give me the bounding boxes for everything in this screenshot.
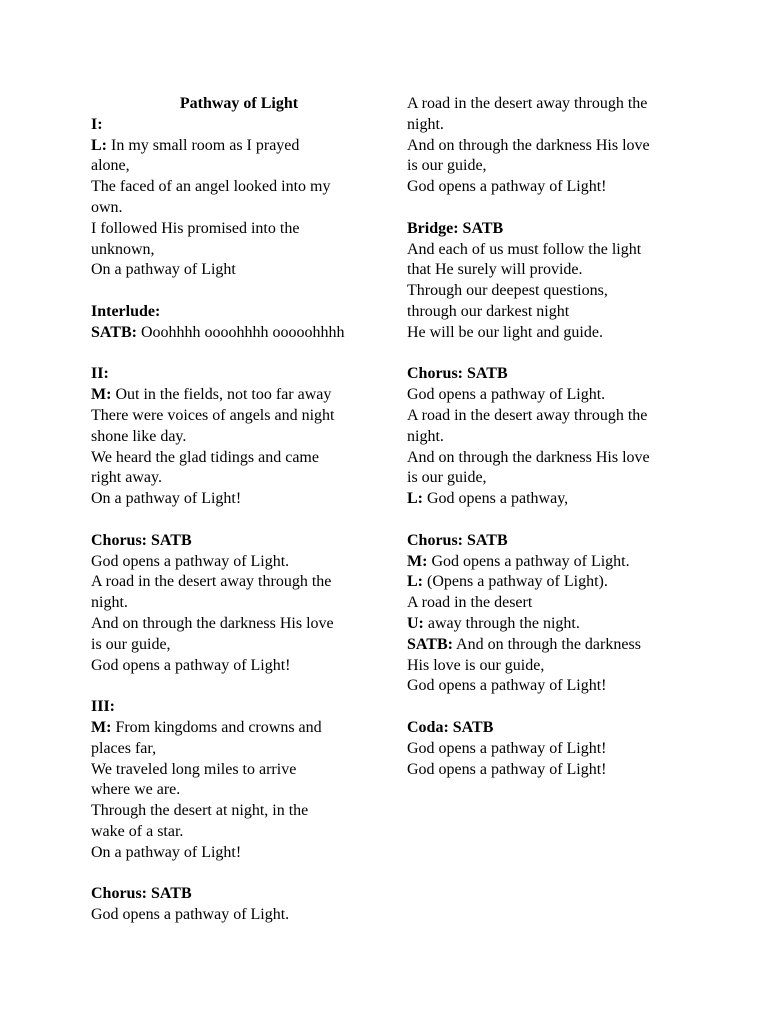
lyric-text: The faced of an angel looked into my [91,178,331,196]
lyric-line [91,219,387,240]
section-label: U: [407,614,424,632]
lyric-line [407,323,682,344]
lyric-text: His love is our guide, [407,656,545,674]
lyric-text: God opens a pathway of Light. [407,386,606,404]
lyric-line [407,136,682,157]
lyric-line [91,656,387,677]
lyric-line [407,468,682,489]
left-column [91,94,387,926]
section-label: Interlude: [91,302,161,320]
lyric-text: We heard the glad tidings and came [91,448,319,466]
lyric-text: A road in the desert away through the [91,573,332,591]
lyric-line [91,198,387,219]
lyric-text: God opens a pathway, [423,490,569,508]
blank-line [91,863,387,884]
lyric-line [407,614,682,635]
section-label: I: [91,115,103,133]
section-label: Chorus: SATB [91,885,192,903]
lyric-text: From kingdoms and crowns and [111,718,322,736]
lyric-text: On a pathway of Light! [91,843,242,861]
lyric-text: away through the night. [423,614,580,632]
lyric-text: Through the desert at night, in the [91,802,309,820]
blank-line [91,344,387,365]
lyric-text: night. [91,594,128,612]
lyric-text: God opens a pathway of Light! [91,656,291,674]
blank-line [407,697,682,718]
lyric-text: own. [91,198,123,216]
lyric-line [91,177,387,198]
lyric-line [407,94,682,115]
lyric-text: A road in the desert [407,594,533,612]
lyric-line [91,302,387,323]
lyric-text: On a pathway of Light! [91,490,242,508]
lyric-line [407,219,682,240]
lyric-text: We traveled long miles to arrive [91,760,297,778]
lyric-line [91,136,387,157]
lyric-text: (Opens a pathway of Light). [423,573,608,591]
section-label: L: [407,490,423,508]
blank-line [91,281,387,302]
lyric-line [407,364,682,385]
blank-line [407,510,682,531]
blank-line [407,198,682,219]
lyric-text: is our guide, [407,469,487,487]
lyric-line [91,240,387,261]
lyric-text: In my small room as I prayed [107,136,300,154]
lyric-text: God opens a pathway of Light. [91,552,290,570]
lyric-line [91,572,387,593]
lyric-line [91,822,387,843]
lyric-text: is our guide, [407,157,487,175]
lyric-line [91,468,387,489]
lyric-line [91,156,387,177]
lyric-text: Ooohhhh oooohhhh ooooohhhh [136,323,345,341]
lyric-text: right away. [91,469,162,487]
blank-line [91,676,387,697]
lyric-line [91,427,387,448]
lyric-line [91,552,387,573]
lyric-text: And on through the darkness His love [407,136,650,154]
lyric-text: where we are. [91,781,181,799]
lyric-line [91,531,387,552]
lyric-line [407,760,682,781]
lyric-line [91,760,387,781]
section-label: II: [91,365,109,383]
lyric-line [91,115,387,136]
lyric-text: through our darkest night [407,302,570,320]
lyric-text: And on through the darkness [452,635,641,653]
lyric-line [91,406,387,427]
lyric-line [407,718,682,739]
section-label: Coda: SATB [407,718,494,736]
song-title: Pathway of Light [179,95,299,112]
lyric-text: I followed His promised into the [91,219,300,237]
lyric-text: On a pathway of Light [91,261,236,279]
lyric-text: that He surely will provide. [407,261,583,279]
lyric-text: God opens a pathway of Light! [407,178,607,196]
lyric-text: night. [407,427,444,445]
lyric-line [407,552,682,573]
lyric-line [407,572,682,593]
lyric-text: And each of us must follow the light [407,240,642,258]
lyric-line [91,323,387,344]
lyric-text: places far, [91,739,157,757]
lyric-line [91,260,387,281]
lyric-line [91,614,387,635]
lyric-line [407,489,682,510]
lyric-line [91,697,387,718]
lyric-text: Out in the fields, not too far away [111,386,332,404]
blank-line [91,510,387,531]
lyric-line [407,281,682,302]
lyric-text: is our guide, [91,635,171,653]
section-label: Chorus: SATB [91,531,192,549]
lyric-line [407,656,682,677]
lyric-line [91,780,387,801]
lyric-line [91,364,387,385]
lyric-line [407,156,682,177]
lyric-text: wake of a star. [91,822,184,840]
lyric-text: Through our deepest questions, [407,282,608,300]
section-label: M: [91,718,112,736]
section-label: L: [91,136,107,154]
lyric-line [91,801,387,822]
lyric-line [407,448,682,469]
lyric-text: And on through the darkness His love [407,448,650,466]
lyric-text: night. [407,115,444,133]
lyric-text: God opens a pathway of Light! [407,760,607,778]
lyric-line [407,739,682,760]
lyric-line [407,406,682,427]
lyric-line [407,115,682,136]
lyric-line [91,718,387,739]
lyric-text: A road in the desert away through the [407,406,648,424]
lyric-line [407,177,682,198]
blank-line [407,344,682,365]
section-label: Chorus: SATB [407,365,508,383]
lyric-line [91,739,387,760]
section-label: M: [91,386,112,404]
lyric-line [407,635,682,656]
lyric-text: alone, [91,157,130,175]
section-label: M: [407,552,428,570]
lyric-line [91,843,387,864]
lyric-line [91,489,387,510]
section-label: SATB: [91,323,137,341]
lyric-line [91,884,387,905]
lyric-line [91,385,387,406]
lyric-line [91,593,387,614]
lyric-line [91,635,387,656]
lyric-line [407,302,682,323]
lyric-text: God opens a pathway of Light! [407,739,607,757]
right-lyrics [407,94,682,780]
lyric-line [407,676,682,697]
section-label: III: [91,698,116,716]
left-lyrics [91,115,387,926]
lyric-line [407,260,682,281]
section-label: Chorus: SATB [407,531,508,549]
section-label: L: [407,573,423,591]
right-column [407,94,682,780]
lyric-text: unknown, [91,240,155,258]
lyric-line [407,427,682,448]
lyric-line [407,531,682,552]
lyric-text: He will be our light and guide. [407,323,603,341]
lyric-text: God opens a pathway of Light! [407,677,607,695]
lyric-text: A road in the desert away through the [407,95,648,112]
lyric-text: And on through the darkness His love [91,614,334,632]
lyric-line [91,905,387,926]
section-label: Bridge: SATB [407,219,504,237]
lyric-line [407,240,682,261]
lyric-line [407,593,682,614]
lyric-line [407,385,682,406]
section-label: SATB: [407,635,453,653]
lyric-text: There were voices of angels and night [91,406,335,424]
lyric-text: God opens a pathway of Light. [427,552,630,570]
lyric-text: shone like day. [91,427,187,445]
lyric-text: God opens a pathway of Light. [91,906,290,924]
lyric-line [91,448,387,469]
